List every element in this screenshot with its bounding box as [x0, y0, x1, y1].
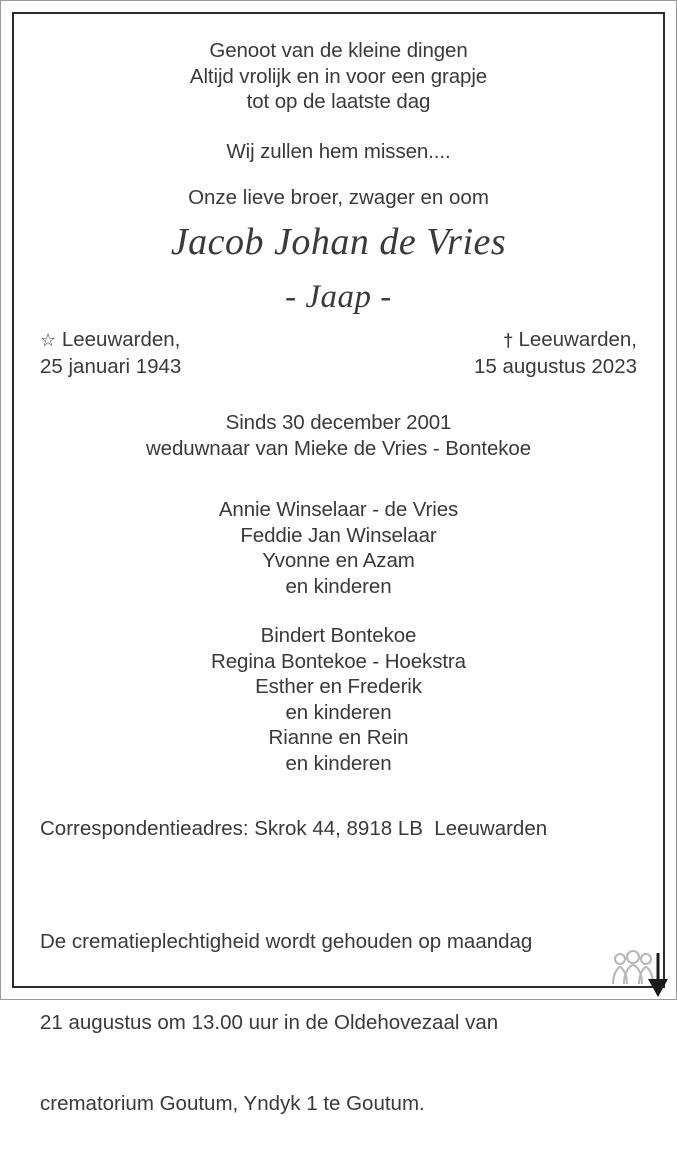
family-group-one: [40, 497, 637, 599]
card-content: [12, 12, 665, 1115]
birth-place-row: [40, 327, 181, 354]
spacer-before-dates: [40, 317, 637, 327]
correspondence-address: Correspondentieadres: Skrok 44, 8918 LB Leeuwarden: [40, 817, 548, 840]
widower-line-2: weduwnaar van Mieke de Vries - Bontekoe: [145, 436, 532, 460]
spacer-after-verse: [40, 115, 637, 139]
family-one-line-1: Annie Winselaar - de Vries: [218, 498, 459, 521]
ceremony-block: [40, 874, 637, 1171]
spacer-before-address: [40, 776, 637, 816]
spacer-before-nickname: [40, 265, 637, 277]
corner-arrow-icon: [646, 953, 670, 999]
family-two-line-4: en kinderen: [285, 700, 392, 724]
spacer-before-widower: [40, 380, 637, 410]
family-two-line-3: Esther en Frederik: [255, 675, 422, 698]
spacer-after-missing: [40, 164, 637, 185]
birth-date: 25 januari 1943: [40, 355, 182, 378]
spacer-before-ceremony: [40, 842, 637, 874]
death-block: [474, 327, 637, 380]
star-outline-icon: ☆: [40, 330, 57, 351]
family-two-line-5: Rianne en Rein: [268, 726, 409, 749]
spacer-between-family-groups: [40, 599, 637, 623]
ceremony-line-1: De crematieplechtigheid wordt gehouden op maandag: [40, 930, 533, 953]
missing-line: Wij zullen hem missen....: [226, 139, 451, 163]
family-two-line-2: Regina Bontekoe - Hoekstra: [211, 649, 466, 673]
birth-place: Leeuwarden,: [61, 328, 181, 351]
spacer-before-family-one: [40, 461, 637, 497]
death-date: 15 augustus 2023: [474, 355, 637, 378]
verse-line-1: Genoot van de kleine dingen: [209, 39, 468, 62]
family-two-line-1: Bindert Bontekoe: [260, 624, 417, 647]
family-one-line-3: Yvonne en Azam: [262, 549, 415, 572]
family-group-two: [40, 623, 637, 776]
family-one-line-2: Feddie Jan Winselaar: [240, 523, 437, 547]
deceased-nickname: - Jaap -: [285, 279, 392, 315]
family-two-line-6: en kinderen: [285, 751, 392, 775]
verse-block: [40, 38, 637, 115]
dagger-cross-icon: †: [503, 330, 513, 351]
ceremony-line-2: 21 augustus om 13.00 uur in de Oldehovezaal van: [40, 1011, 499, 1034]
relation-line: Onze lieve broer, zwager en oom: [188, 186, 489, 209]
family-one-line-4: en kinderen: [285, 574, 392, 598]
death-place: Leeuwarden,: [518, 328, 637, 351]
widower-block: [40, 410, 637, 461]
verse-line-3: tot op de laatste dag: [246, 90, 431, 113]
widower-line-1: Sinds 30 december 2001: [225, 411, 452, 434]
spacer-before-name: [40, 211, 637, 219]
verse-line-2: Altijd vrolijk en in voor een grapje: [189, 64, 488, 88]
birth-block: [40, 327, 181, 380]
birth-death-row: [40, 327, 637, 380]
deceased-full-name: Jacob Johan de Vries: [170, 221, 507, 263]
ceremony-line-3: crematorium Goutum, Yndyk 1 te Goutum.: [40, 1092, 425, 1115]
death-place-row: [474, 327, 637, 354]
